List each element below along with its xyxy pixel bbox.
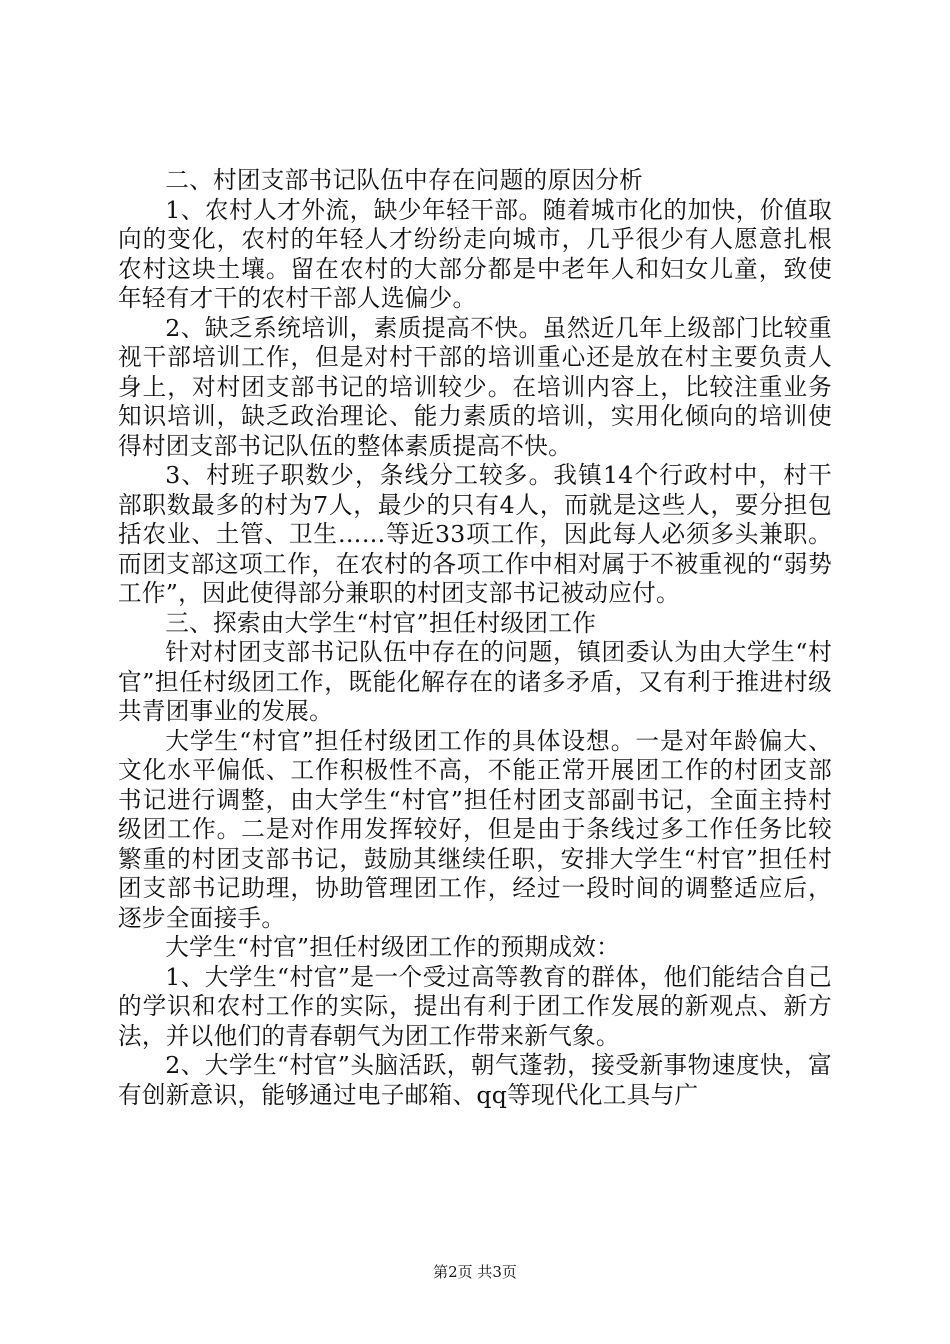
- document-body: [118, 166, 832, 1110]
- paragraph-expected-effects-heading: 大学生“村官”担任村级团工作的预期成效：: [165, 933, 620, 961]
- paragraph-few-positions: 3、村班子职数少，条线分工较多。我镇14个行政村中，村干部职数最多的村为7人，最少的只有4人，而就是这些人，要分担包括农业、土管、卫生……等近33项工作，因此每人必须多头兼职。而团支部这项工作，在农村的各项工作中相对属于不被重视的“弱势工作”，因此使得部分兼职的村团支部书记被动应付。: [118, 461, 832, 607]
- section-heading-explore: 三、探索由大学生“村官”担任村级团工作: [165, 608, 597, 637]
- page-footer: [0, 1262, 950, 1282]
- page-number-label: 第2页 共3页: [433, 1263, 517, 1281]
- paragraph-proposal: 针对村团支部书记队伍中存在的问题，镇团委认为由大学生“村官”担任村级团工作，既能化解存在的诸多矛盾，又有利于推进村级共青团事业的发展。: [118, 638, 832, 725]
- paragraph-effect-2: 2、大学生“村官”头脑活跃，朝气蓬勃，接受新事物速度快，富有创新意识，能够通过电子邮箱、qq等现代化工具与广: [118, 1051, 832, 1109]
- paragraph-specific-plan: 大学生“村官”担任村级团工作的具体设想。一是对年龄偏大、文化水平偏低、工作积极性不高，不能正常开展团工作的村团支部书记进行调整，由大学生“村官”担任村团支部副书记，全面主持村级团工作。二是对作用发挥较好，但是由于条线过多工作任务比较繁重的村团支部书记，鼓励其继续任职，安排大学生“村官”担任村团支部书记助理，协助管理团工作，经过一段时间的调整适应后，逐步全面接手。: [118, 726, 832, 932]
- paragraph-effect-1: 1、大学生“村官”是一个受过高等教育的群体，他们能结合自己的学识和农村工作的实际，提出有利于团工作发展的新观点、新方法，并以他们的青春朝气为团工作带来新气象。: [118, 962, 832, 1050]
- paragraph-lack-training: 2、缺乏系统培训，素质提高不快。虽然近几年上级部门比较重视干部培训工作，但是对村干部的培训重心还是放在村主要负责人身上，对村团支部书记的培训较少。在培训内容上，比较注重业务知识培训，缺乏政治理论、能力素质的培训，实用化倾向的培训使得村团支部书记队伍的整体素质提高不快。: [118, 313, 832, 460]
- section-heading-causes: 二、村团支部书记队伍中存在问题的原因分析: [165, 166, 644, 194]
- paragraph-talent-outflow: 1、农村人才外流，缺少年轻干部。随着城市化的加快，价值取向的变化，农村的年轻人才纷纷走向城市，几乎很少有人愿意扎根农村这块土壤。留在农村的大部分都是中老年人和妇女儿童，致使年轻有才干的农村干部人选偏少。: [118, 195, 832, 312]
